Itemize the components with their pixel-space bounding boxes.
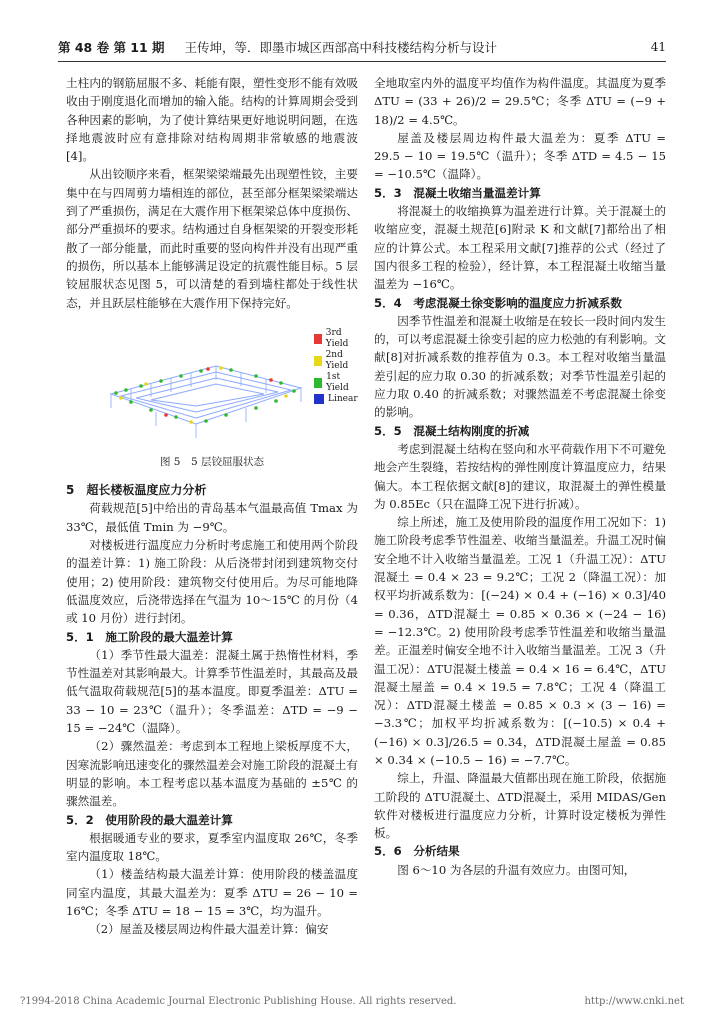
footer-url[interactable]: http://www.cnki.net — [584, 996, 684, 1007]
paragraph: （1）楼盖结构最大温差计算：使用阶段的楼盖温度同室内温度，其最大温差为：夏季 ΔTU = 26 − 10 = 16℃；冬季 ΔTU = 18 − 15 = 3℃，均为温升。 — [66, 867, 358, 918]
figure-legend — [314, 328, 358, 405]
subsection-heading: 5．2 使用阶段的最大温差计算 — [66, 812, 233, 827]
subsection-heading: 5．6 分析结果 — [374, 844, 460, 859]
paragraph: 综上，升温、降温最大值都出现在施工阶段，依据施工阶段的 ΔTU混凝土、ΔTD混凝土，采用 MIDAS/Gen 软件对楼板进行温度应力分析，计算时设定楼板为弹性板。 — [374, 771, 666, 841]
paragraph: （2）骤然温差：考虑到本工程地上梁板厚度不大，因寒流影响迅速变化的骤然温差会对施工阶段的混凝土有明显的影响。本工程考虑以基本温度为基础的 ±5℃ 的骤然温差。 — [66, 739, 358, 809]
header-rule — [58, 61, 666, 62]
paragraph: 图 6～10 为各层的升温有效应力。由图可知， — [397, 862, 636, 877]
paragraph: （1）季节性最大温差：混凝土属于热惰性材料，季节性温差对其影响最大。计算季节性温差时，其最高及最低气温取荷载规范[5]的基本温度。即夏季温差：ΔTU = 33 − 10 = 23℃（温升）；冬季温差：ΔTD = −9 − 15 = −24℃（温降）。 — [66, 647, 358, 736]
page-number: 41 — [650, 40, 666, 54]
running-header — [58, 38, 666, 60]
subsection-heading: 5．3 混凝土收缩当量温差计算 — [374, 185, 541, 200]
swatch-1st-yield — [314, 378, 322, 388]
legend-item — [314, 350, 358, 372]
paragraph: 综上所述，施工及使用阶段的温度作用工况如下：1) 施工阶段考虑季节性温差、收缩当量温差。升温工况时偏安全地不计入收缩当量温差。工况 1（升温工况）：ΔTU混凝土 = 0.4 × 23 = 9.2℃；工况 2（降温工况）：加权平均折减系数为：[(−24) × 0.4 + (−16) × 0.3]/40 = 0.36，ΔTD混凝土 = 0.85 × 0.36 × (−24 − 16) = −12.3℃。2) 使用阶段考虑季节性温差和收缩当量温差。正温差时偏安全地不计入收缩当量温差。工况 3（升温工况）：ΔTU混凝土楼盖 = 0.4 × 16 = 6.4℃，ΔTU混凝土屋盖 = 0.4 × 19.5 = 7.8℃；工况 4（降温工况）：ΔTD混凝土楼盖 = 0.85 × 0.3 × (3 − 16) = −3.3℃；加权平均折减系数为：[(−10.5) × 0.4 + (−16) × 0.3]/26.5 = 0.34，ΔTD混凝土屋盖 = 0.85 × 0.34 × (−10.5 − 16) = −7.7℃。 — [374, 515, 666, 767]
right-column — [374, 74, 666, 879]
paragraph: 屋盖及楼层周边构件最大温差为：夏季 ΔTU = 29.5 − 10 = 19.5℃（温升）；冬季 ΔTD = 4.5 − 15 = −10.5℃（温降）。 — [374, 130, 666, 182]
left-column — [66, 74, 358, 939]
copyright-notice: ?1994-2018 China Academic Journal Electronic Publishing House. All rights reserved. — [20, 996, 457, 1007]
legend-label: Linear — [328, 393, 358, 404]
figure-caption: 图 5 5 层铰屈服状态 — [159, 455, 265, 468]
legend-item — [314, 372, 358, 394]
header-left — [58, 38, 497, 56]
paragraph: 荷载规范[5]中给出的青岛基本气温最高值 Tmax 为 33℃，最低值 Tmin 为 −9℃。 — [66, 501, 358, 534]
journal-issue: 第 48 卷 第 11 期 — [58, 40, 165, 55]
subsection-heading: 5．4 考虑混凝土徐变影响的温度应力折减系数 — [374, 295, 623, 310]
paragraph: 全地取室内外的温度平均值作为构件温度。其温度为夏季 ΔTU = (33 + 26)/2 = 29.5℃；冬季 ΔTU = (−9 + 18)/2 = 4.5℃。 — [374, 76, 666, 127]
paragraph: 因季节性温差和混凝土收缩是在较长一段时间内发生的，可以考虑混凝土徐变引起的应力松弛的有利影响。文献[8]对折减系数的推荐值为 0.3。本工程对收缩当量温差引起的应力取 0.30 的折减系数；对季节性温差引起的应力取 0.40 的折减系数；对骤然温差不考虑混凝土徐变的影响。 — [374, 313, 666, 420]
authors-title: 王传坤，等．即墨市城区西部高中科技楼结构分析与设计 — [184, 40, 497, 55]
paragraph: 考虑到混凝土结构在竖向和水平荷载作用下不可避免地会产生裂缝，若按结构的弹性刚度计算温度应力，结果偏大。本工程依据文献[8]的建议，取混凝土的弹性模量为 0.85Ec（只在温降工况下进行折减）。 — [374, 441, 666, 511]
subsection-heading: 5．5 混凝土结构刚度的折减 — [374, 423, 530, 438]
swatch-2nd-yield — [314, 356, 322, 366]
paragraph: 将混凝土的收缩换算为温差进行计算。关于混凝土的收缩应变，混凝土规范[6]附录 K 和文献[7]都给出了相应的计算公式。本工程采用文献[7]推荐的公式（经过了国内很多工程的检验），经计算，本工程混凝土收缩当量温差为 −16℃。 — [374, 204, 666, 292]
paragraph: （2）屋盖及楼层周边构件最大温差计算：偏安 — [89, 922, 329, 937]
paragraph: 从出铰顺序来看，框架梁梁端最先出现塑性铰，主要集中在与四周剪力墙相连的部位，甚至部分框架梁梁端达到了严重损伤，满足在大震作用下框架梁总体中度损伤、部分严重损坏的要求。结构通过自身框架梁的开裂变形耗散了一部分能量，而此时重要的竖向构件并没有出现严重的损伤，所以基本上能够满足设定的抗震性能目标。5 层铰屈服状态见图 5，可以清楚的看到墙柱都处于线性状态，并且跃层柱能够在大震作用下保持完好。 — [66, 167, 358, 310]
legend-item — [314, 394, 358, 405]
hinge-yield-frame-diagram — [96, 316, 311, 451]
legend-label: 3rd Yield — [325, 327, 349, 349]
swatch-3rd-yield — [314, 334, 322, 344]
figure-5 — [66, 316, 358, 451]
swatch-linear — [314, 394, 324, 404]
legend-item — [314, 328, 358, 350]
subsection-heading: 5．1 施工阶段的最大温差计算 — [66, 629, 233, 644]
legend-label: 1st Yield — [326, 371, 349, 393]
paragraph: 根据暖通专业的要求，夏季室内温度取 26℃，冬季室内温度取 18℃。 — [66, 830, 358, 864]
section-heading: 5 超长楼板温度应力分析 — [66, 483, 207, 498]
paragraph: 土柱内的钢筋屈服不多、耗能有限，塑性变形不能有效吸收由于刚度退化而增加的输入能。结构的计算周期会受到各种因素的影响，为了使计算结果更好地说明问题，在选择地震波时应有意排除对结构周期非常敏感的地震波[4]。 — [66, 76, 358, 164]
legend-label: 2nd Yield — [325, 349, 349, 371]
paragraph: 对楼板进行温度应力分析时考虑施工和使用两个阶段的温差计算：1) 施工阶段：从后浇带封闭到建筑物交付使用；2) 使用阶段：建筑物交付使用后。为尽可能地降低温度效应，后浇带选择在气温为 10～15℃ 的月份（4 或 10 月份）进行封闭。 — [66, 538, 358, 626]
